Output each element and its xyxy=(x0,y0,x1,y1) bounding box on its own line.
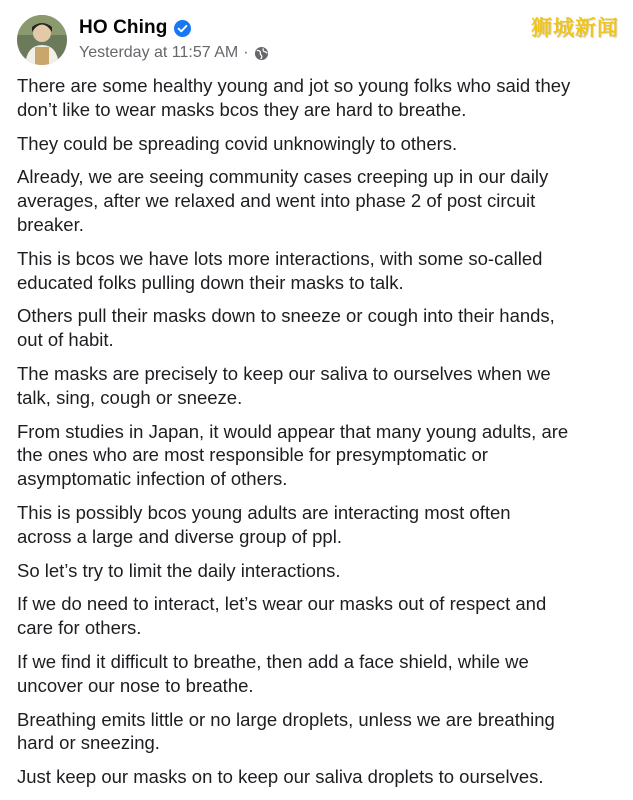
watermark-logo: 狮城新闻 xyxy=(531,16,619,40)
timestamp-row xyxy=(79,41,269,65)
post-paragraph: So let’s try to limit the daily interactions. xyxy=(17,559,341,581)
author-row xyxy=(79,15,269,41)
post-paragraph: There are some healthy young and jot so young folks who said they don’t like to wear masks bcos they are hard to breathe. xyxy=(17,75,571,120)
post-meta xyxy=(79,15,269,65)
post-paragraph: If we do need to interact, let’s wear our masks out of respect and care for others. xyxy=(17,593,547,639)
post-paragraph: From studies in Japan, it would appear that many young adults, are the ones who are most responsible for presymptomatic or asymptomatic infection of others. xyxy=(17,420,569,490)
meta-separator: · xyxy=(243,44,249,61)
post-paragraph: Breathing emits little or no large droplets, unless we are breathing hard or sneezing. xyxy=(17,708,555,754)
post-timestamp[interactable]: Yesterday at 11:57 AM xyxy=(79,44,239,61)
post-paragraph: If we find it difficult to breathe, then add a face shield, while we uncover our nose to breathe. xyxy=(17,650,529,696)
post-paragraph: Already, we are seeing community cases creeping up in our daily averages, after we relaxed and went into phase 2 of post circuit breaker. xyxy=(17,166,549,235)
post-paragraph: The masks are precisely to keep our saliva to ourselves when we talk, sing, cough or sneeze. xyxy=(17,362,551,408)
author-avatar[interactable] xyxy=(17,15,67,65)
verified-badge-icon xyxy=(174,20,191,37)
post-body xyxy=(17,74,621,799)
post-paragraph: Others pull their masks down to sneeze or cough into their hands, out of habit. xyxy=(17,305,555,351)
author-name[interactable]: HO Ching xyxy=(79,17,168,38)
post-header xyxy=(17,12,269,68)
post-paragraph: Just keep our masks on to keep our saliva droplets to ourselves. xyxy=(17,766,544,788)
globe-icon[interactable] xyxy=(254,46,269,61)
post-paragraph: They could be spreading covid unknowingly to others. xyxy=(17,132,458,154)
post-paragraph: This is possibly bcos young adults are interacting most often across a large and diverse group of ppl. xyxy=(17,501,511,547)
post-paragraph: This is bcos we have lots more interactions, with some so-called educated folks pulling down their masks to talk. xyxy=(17,247,543,293)
